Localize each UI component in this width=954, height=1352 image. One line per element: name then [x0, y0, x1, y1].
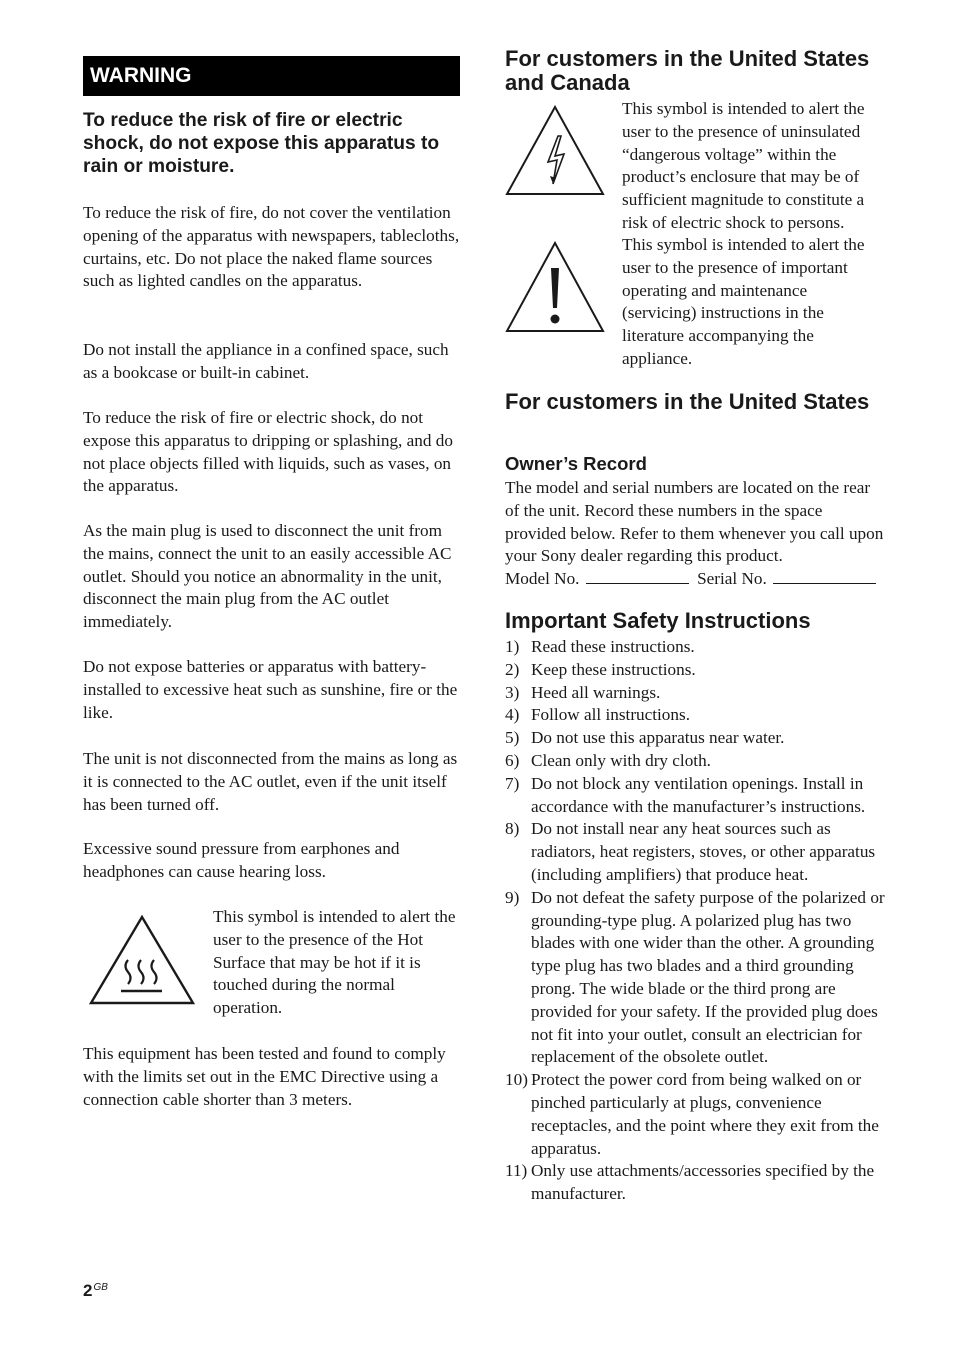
list-text: Do not defeat the safety purpose of the polarized or grounding-type plug. A polarized plug has two blades with one wider than the other. A grounding type plug has two blades and a third grounding prong. The wide blade or the third prong are provided for your safety. If the provided plug does not fit into your outlet, consult an electrician for replacement of the obsolete outlet.: [531, 887, 885, 1067]
paragraph-sound-pressure: Excessive sound pressure from earphones and headphones can cause hearing loss.: [83, 839, 400, 881]
list-text: Heed all warnings.: [531, 682, 661, 702]
list-text: Protect the power cord from being walked on or pinched particularly at plugs, convenience receptacles, and the point where they exit from the apparatus.: [531, 1070, 879, 1158]
list-item: [505, 704, 885, 727]
heading-us-canada: For customers in the United States and Canada: [505, 46, 870, 95]
owners-record-text: The model and serial numbers are located on the rear of the unit. Record these numbers in the space provided below. Refer to them whenever you call upon your Sony dealer regarding this product.: [505, 478, 884, 566]
list-item: [505, 773, 885, 819]
list-item: [505, 1069, 885, 1160]
exclamation-warning-icon: [504, 240, 606, 334]
model-blank: [586, 569, 689, 584]
model-label: Model No.: [505, 569, 580, 588]
paragraph-batteries: Do not expose batteries or apparatus with battery-installed to excessive heat such as sunshine, fire or the like.: [83, 657, 458, 722]
exclamation-symbol-text: This symbol is intended to alert the user to the presence of important operating and maintenance (servicing) instructions in the literature accompanying the appliance.: [622, 235, 865, 368]
list-number: 2): [505, 659, 520, 679]
list-item: [505, 887, 885, 1069]
dangerous-voltage-icon: [504, 104, 606, 196]
page-number-value: 2: [83, 1281, 93, 1300]
list-text: Read these instructions.: [531, 637, 695, 656]
list-number: 4): [505, 705, 520, 725]
list-text: Only use attachments/accessories specified by the manufacturer.: [531, 1161, 875, 1204]
list-number: 6): [505, 750, 520, 770]
heading-owners-record: Owner’s Record: [505, 453, 647, 474]
list-text: Keep these instructions.: [531, 659, 696, 679]
list-item: [505, 682, 885, 705]
list-item: [505, 659, 885, 682]
heading-safety: Important Safety Instructions: [505, 608, 811, 633]
safety-instructions-list: [505, 636, 885, 1206]
paragraph-dripping: To reduce the risk of fire or electric shock, do not expose this apparatus to dripping or splashing, and do not place objects filled with liquids, such as vases, on the apparatus.: [83, 408, 453, 496]
list-text: Do not block any ventilation openings. Install in accordance with the manufacturer’s instructions.: [531, 773, 866, 816]
list-number: 7): [505, 773, 520, 793]
list-number: 10): [505, 1070, 528, 1090]
record-fields: [505, 568, 887, 591]
list-text: Clean only with dry cloth.: [531, 750, 711, 770]
list-item: [505, 1160, 885, 1206]
serial-label: Serial No.: [697, 569, 767, 588]
list-number: 9): [505, 887, 520, 907]
list-number: 11): [505, 1161, 528, 1181]
list-text: Do not use this apparatus near water.: [531, 728, 785, 748]
paragraph-confined-space: Do not install the appliance in a confined space, such as a bookcase or built-in cabinet.: [83, 340, 449, 382]
warning-lead: To reduce the risk of fire or electric shock, do not expose this apparatus to rain or moisture.: [83, 110, 440, 177]
list-number: 5): [505, 728, 520, 748]
page-number: [83, 1281, 108, 1301]
paragraph-main-plug: As the main plug is used to disconnect the unit from the mains, connect the unit to an easily accessible AC outlet. Should you notice an abnormality in the unit, disconnect the main plug from the AC outlet immediately.: [83, 521, 452, 632]
list-item: [505, 818, 885, 886]
list-text: Follow all instructions.: [531, 705, 690, 725]
paragraph-ventilation: To reduce the risk of fire, do not cover the ventilation opening of the apparatus with newspapers, tablecloths, curtains, etc. Do not place the naked flame sources such as lighted candles on the apparatus.: [83, 203, 460, 291]
paragraph-emc: This equipment has been tested and found to comply with the limits set out in the EMC Directive using a connection cable shorter than 3 meters.: [83, 1044, 446, 1109]
paragraph-mains: The unit is not disconnected from the mains as long as it is connected to the AC outlet, even if the unit itself has been turned off.: [83, 749, 458, 814]
warning-title: WARNING: [83, 56, 460, 96]
list-number: 3): [505, 682, 520, 702]
voltage-symbol-text: This symbol is intended to alert the user to the presence of uninsulated “dangerous voltage” within the product’s enclosure that may be of sufficient magnitude to constitute a risk of electric shock to persons.: [622, 99, 865, 232]
list-item: [505, 727, 885, 750]
serial-blank: [773, 569, 876, 584]
list-item: [505, 636, 885, 659]
list-number: 1): [505, 637, 520, 656]
list-number: 8): [505, 819, 520, 839]
page-number-suffix: GB: [93, 1282, 108, 1293]
heading-us: For customers in the United States: [505, 389, 870, 414]
hot-surface-icon: [88, 914, 196, 1006]
list-item: [505, 750, 885, 773]
hot-surface-text: This symbol is intended to alert the user to the presence of the Hot Surface that may be hot if it is touched during the normal operation.: [213, 907, 456, 1018]
list-text: Do not install near any heat sources such as radiators, heat registers, stoves, or other apparatus (including amplifiers) that produce heat.: [531, 819, 876, 884]
